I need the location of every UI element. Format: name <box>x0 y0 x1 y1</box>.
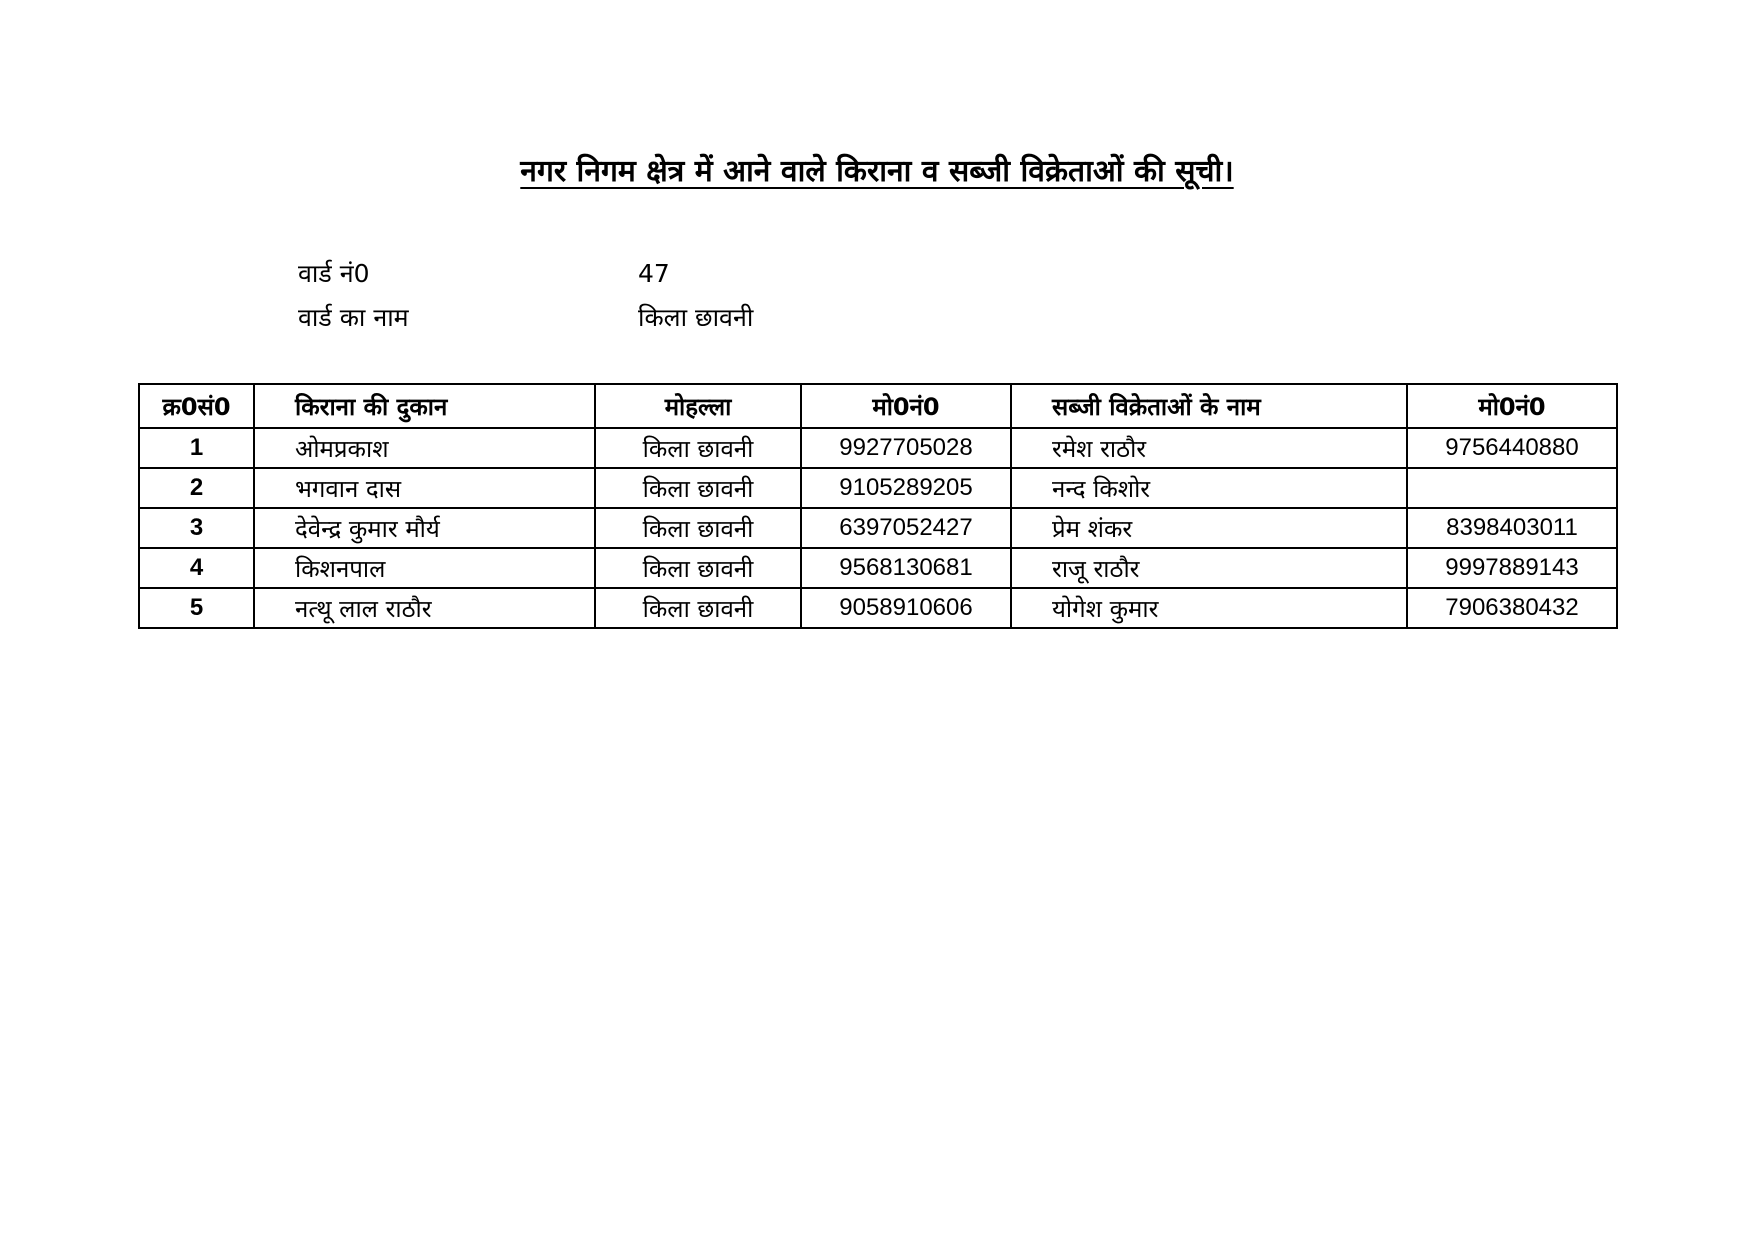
mobile-number-cell: 9927705028 <box>801 428 1011 468</box>
vendor-mobile-number-cell <box>1407 468 1617 508</box>
header-vegetable-vendor: सब्जी विक्रेताओं के नाम <box>1011 384 1407 428</box>
vendor-mobile-number-cell: 7906380432 <box>1407 588 1617 628</box>
vendor-mobile-number-cell: 9997889143 <box>1407 548 1617 588</box>
serial-number-cell: 2 <box>139 468 254 508</box>
ward-number-label: वार्ड नं0 <box>298 259 370 288</box>
ward-name-row <box>298 296 1038 340</box>
mobile-number-cell: 9058910606 <box>801 588 1011 628</box>
page-title-text: नगर निगम क्षेत्र में आने वाले किराना व सब्जी विक्रेताओं की सूची। <box>520 154 1234 189</box>
ward-info <box>298 252 1038 340</box>
vegetable-vendor-cell: प्रेम शंकर <box>1011 508 1407 548</box>
table-row <box>139 468 1617 508</box>
table-row <box>139 428 1617 468</box>
ward-number-row <box>298 252 1038 296</box>
serial-number-cell: 3 <box>139 508 254 548</box>
serial-number-cell: 4 <box>139 548 254 588</box>
mobile-number-cell: 9568130681 <box>801 548 1011 588</box>
vendor-table <box>138 383 1618 629</box>
locality-cell: किला छावनी <box>595 548 801 588</box>
grocery-shop-cell: देवेन्द्र कुमार मौर्य <box>254 508 595 548</box>
grocery-shop-cell: ओमप्रकाश <box>254 428 595 468</box>
vegetable-vendor-cell: राजू राठौर <box>1011 548 1407 588</box>
grocery-shop-cell: किशनपाल <box>254 548 595 588</box>
mobile-number-cell: 9105289205 <box>801 468 1011 508</box>
locality-cell: किला छावनी <box>595 428 801 468</box>
ward-name-value: किला छावनी <box>638 303 754 332</box>
serial-number-cell: 1 <box>139 428 254 468</box>
vendor-mobile-number-cell: 9756440880 <box>1407 428 1617 468</box>
ward-number-value: 47 <box>638 259 670 288</box>
table-row <box>139 508 1617 548</box>
grocery-shop-cell: नत्थू लाल राठौर <box>254 588 595 628</box>
header-mobile-number: मो0नं0 <box>801 384 1011 428</box>
header-vendor-mobile-number: मो0नं0 <box>1407 384 1617 428</box>
vendor-mobile-number-cell: 8398403011 <box>1407 508 1617 548</box>
header-grocery-shop: किराना की दुकान <box>254 384 595 428</box>
table-row <box>139 588 1617 628</box>
locality-cell: किला छावनी <box>595 468 801 508</box>
vegetable-vendor-cell: रमेश राठौर <box>1011 428 1407 468</box>
vegetable-vendor-cell: नन्द किशोर <box>1011 468 1407 508</box>
page-title <box>0 152 1754 192</box>
locality-cell: किला छावनी <box>595 588 801 628</box>
ward-name-label: वार्ड का नाम <box>298 303 409 332</box>
locality-cell: किला छावनी <box>595 508 801 548</box>
mobile-number-cell: 6397052427 <box>801 508 1011 548</box>
table-row <box>139 548 1617 588</box>
grocery-shop-cell: भगवान दास <box>254 468 595 508</box>
header-locality: मोहल्ला <box>595 384 801 428</box>
table-header-row <box>139 384 1617 428</box>
serial-number-cell: 5 <box>139 588 254 628</box>
vegetable-vendor-cell: योगेश कुमार <box>1011 588 1407 628</box>
header-serial-number: क्र0सं0 <box>139 384 254 428</box>
